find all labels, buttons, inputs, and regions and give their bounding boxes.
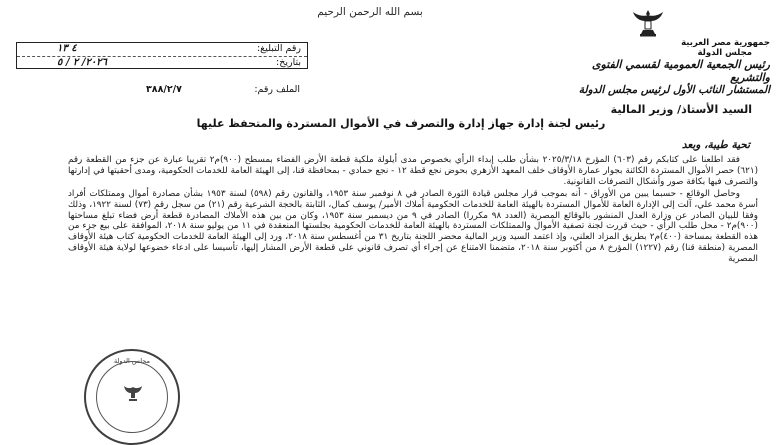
- addressee-title: رئيس لجنة إدارة جهاز إدارة والتصرف في الأموال المستردة والمتحفظ عليها: [196, 117, 606, 130]
- paragraph-facts: وحاصل الوقائع - حسبما يبين من الأوراق - أنه بموجب قرار مجلس قيادة الثورة الصادر في ٨ نوفمبر سنة ١٩٥٣، والقانون رقم (٥٩٨) لسنة ١٩٥٣ بشأن مصادرة أموال وممتلكات أفراد أسرة محمد علي، آلت إلى الإدارة العامة للأموال المستردة بالهيئة العامة للخدمات الحكومية أملاك الأمير/ يوسف كمال، الثابتة بالحجة الشرعية رقم (٢١) من سجل رقم (٧٣) لسنة ١٩٢٢، وذلك وفقا للبيان الصادر عن وزارة العدل المنشور بالوقائع المصرية (العدد ٩٨ مكررا) الصادر في ٩ من ديسمبر سنة ١٩٥٣، وكان من بين هذه الأملاك المصادرة قطعة أرض فضاء تبلغ مساحتها (٩٠٠)م٢ - محل طلب الرأي - حيث قررت لجنة تصفية الأموال والممتلكات المستردة بالهيئة العامة للخدمات الحكومية بجلستها المنعقدة في ١١ من يوليو سنة ٢٠١٨، الموافقة على بيع جزء من هذه القطعة بمساحة (٤٠٠)م٢ بطريق المزاد العلني، وإذ اعتمد السيد وزير المالية محضر اللجنة بتاريخ ٣١ من أغسطس سنة ٢٠١٨، ورد إلى الهيئة العامة للخدمات الحكومية كتاب هيئة الأوقاف المصرية (منطقة قنا) رقم (١٢٢٧) المؤرخ ٨ من أكتوبر سنة ٢٠١٨، متضمنا الامتناع عن إجراء أي تصرف قانوني على قطعة الأرض المشار إليها، تأسيسا على ادعاء خضوعها لولاية هيئة الأوقاف المصرية: [68, 188, 759, 265]
- registration-number-row: [17, 43, 307, 56]
- registration-date-label: بتاريخ:: [276, 56, 301, 68]
- addressee-block: [40, 103, 762, 131]
- official-stamp: [84, 349, 180, 445]
- addressee-name: السيد الأستاذ/ وزير المالية: [610, 103, 752, 116]
- deputy-title: المستشار النائب الأول لرئيس مجلس الدولة: [578, 84, 770, 96]
- registration-number-label: رقم التبليغ:: [256, 43, 301, 54]
- file-number-row: [16, 84, 306, 96]
- assembly-title: رئيس الجمعية العمومية لقسمي الفتوى والتشريع: [591, 58, 770, 84]
- file-number-value: ٣٨٨/٢/٧: [146, 84, 182, 95]
- stamp-eagle-icon: [122, 384, 144, 406]
- council-name: مجلس الدولة: [697, 48, 752, 58]
- paragraph-request: فقد اطلعنا على كتابكم رقم (٦٠٣) المؤرخ ٢٠٢٥/٣/١٨ بشأن طلب إبداء الرأي بخصوص مدى أيلولة ملكية قطعة الأرض الفضاء بمسطح (٩٠٠)م٢ تقريبا عبارة عن جزء من القطعة رقم (٦٢١) حصر الأموال المستردة الكائنة بجوار عمارة الأوقاف خلف المعهد الأزهري بحوض نجع قطة ١٢ - نجع حمادي - بمحافظة قنا، إلى الهيئة العامة للخدمات الحكومية، ومدى أحقيتها في إدارتها والتصرف فيها بكافة صور وأشكال التصرفات القانونية.: [68, 155, 758, 187]
- registration-number-value: ٤ ١٣: [57, 43, 77, 54]
- greeting: تحية طيبة، وبعد: [681, 139, 750, 151]
- sender-header: [555, 38, 770, 97]
- file-number-label: الملف رقم:: [254, 84, 300, 95]
- country-name: جمهورية مصر العربية: [681, 38, 770, 48]
- letter-body: [68, 155, 758, 266]
- eagle-emblem-icon: [631, 8, 665, 38]
- registration-box: [16, 42, 308, 69]
- stamp-inner-ring: [96, 361, 168, 433]
- registration-date-value: ٢٠٢٦/ ٢ / ٥: [57, 56, 107, 68]
- registration-date-row: [17, 57, 307, 70]
- stamp-label: مجلس الدولة: [114, 357, 150, 365]
- basmala: بسم الله الرحمن الرحيم: [317, 6, 423, 18]
